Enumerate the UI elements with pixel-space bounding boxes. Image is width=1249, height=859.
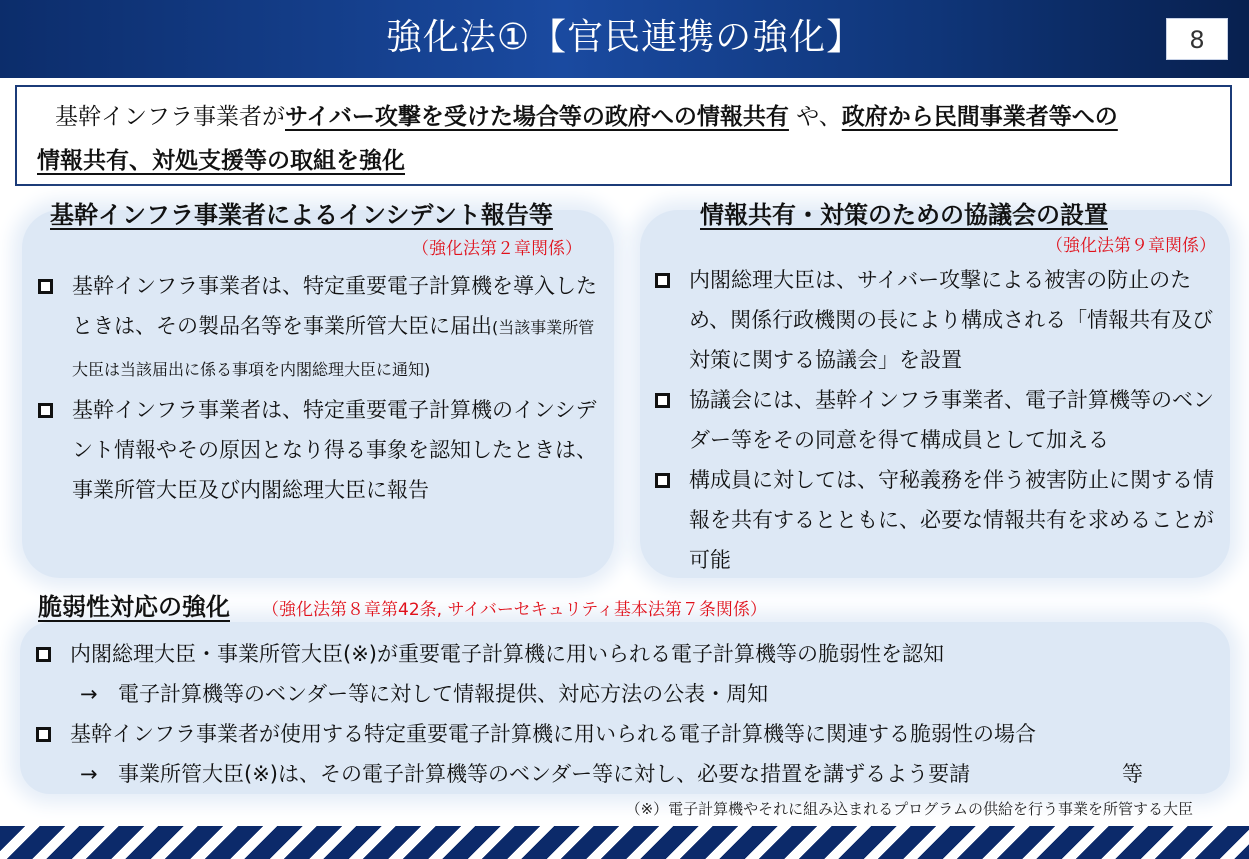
summary-line-2 — [37, 139, 1210, 183]
footer-stripes — [0, 826, 1249, 859]
list-item: 基幹インフラ事業者は、特定重要電子計算機を導入したときは、その製品名等を事業所管大臣に届出(当該事業所管大臣は当該届出に係る事項を内閣総理大臣に通知) — [38, 266, 610, 390]
summary-line-1 — [37, 95, 1210, 139]
incident-report-title: 基幹インフラ事業者によるインシデント報告等 — [50, 201, 553, 229]
arrow-right-icon: → — [80, 762, 98, 786]
summary-emphasis: サイバー攻撃を受けた場合等の政府への情報共有 — [285, 104, 789, 130]
council-reference: （強化法第９章関係） — [1046, 236, 1216, 256]
list-item: 内閣総理大臣は、サイバー攻撃による被害の防止のため、関係行政機関の長により構成される「情報共有及び対策に関する協議会」を設置 — [655, 260, 1227, 380]
checkbox-bullet-icon — [36, 647, 51, 662]
summary-emphasis: 政府から民間事業者等への — [841, 104, 1118, 130]
council-list — [655, 260, 1227, 580]
incident-report-list — [38, 266, 610, 510]
checkbox-bullet-icon — [655, 393, 670, 408]
vulnerability-reference: （強化法第８章第42条, サイバーセキュリティ基本法第７条関係） — [262, 600, 767, 620]
checkbox-bullet-icon — [38, 279, 53, 294]
summary-text: や、 — [788, 104, 842, 130]
checkbox-bullet-icon — [38, 403, 53, 418]
list-item: 内閣総理大臣・事業所管大臣(※)が重要電子計算機に用いられる電子計算機等の脆弱性を認知 — [36, 634, 1216, 674]
vulnerability-title: 脆弱性対応の強化 — [38, 593, 230, 621]
etc-suffix: 等 — [1122, 762, 1143, 786]
incident-report-reference: （強化法第２章関係） — [412, 239, 582, 259]
summary-text: 基幹インフラ事業者が — [55, 104, 285, 130]
page-number: 8 — [1166, 18, 1228, 60]
arrow-right-icon: → — [80, 682, 98, 706]
bullet-note: (当該事業所管大臣は当該届出に係る事項を内閣総理大臣に通知) — [72, 318, 595, 379]
footnote: （※）電子計算機やそれに組み込まれるプログラムの供給を行う事業を所管する大臣 — [625, 800, 1193, 818]
checkbox-bullet-icon — [36, 727, 51, 742]
summary-box — [15, 85, 1232, 186]
council-title: 情報共有・対策のための協議会の設置 — [700, 201, 1108, 229]
list-item: 基幹インフラ事業者が使用する特定重要電子計算機に用いられる電子計算機等に関連する脆弱性の場合 — [36, 714, 1216, 754]
vulnerability-list — [36, 634, 1216, 794]
list-item: → 事業所管大臣(※)は、その電子計算機等のベンダー等に対し、必要な措置を講ずるよう要請 等 — [36, 754, 1216, 794]
list-item: 構成員に対しては、守秘義務を伴う被害防止に関する情報を共有するとともに、必要な情報共有を求めることが可能 — [655, 460, 1227, 580]
list-item: 協議会には、基幹インフラ事業者、電子計算機等のベンダー等をその同意を得て構成員として加える — [655, 380, 1227, 460]
list-item: 基幹インフラ事業者は、特定重要電子計算機のインシデント情報やその原因となり得る事象を認知したときは、事業所管大臣及び内閣総理大臣に報告 — [38, 390, 610, 510]
summary-emphasis: 情報共有、対処支援等の取組を強化 — [37, 148, 405, 174]
list-item: → 電子計算機等のベンダー等に対して情報提供、対応方法の公表・周知 — [36, 674, 1216, 714]
page-title: 強化法①【官民連携の強化】 — [385, 17, 864, 58]
checkbox-bullet-icon — [655, 273, 670, 288]
checkbox-bullet-icon — [655, 473, 670, 488]
